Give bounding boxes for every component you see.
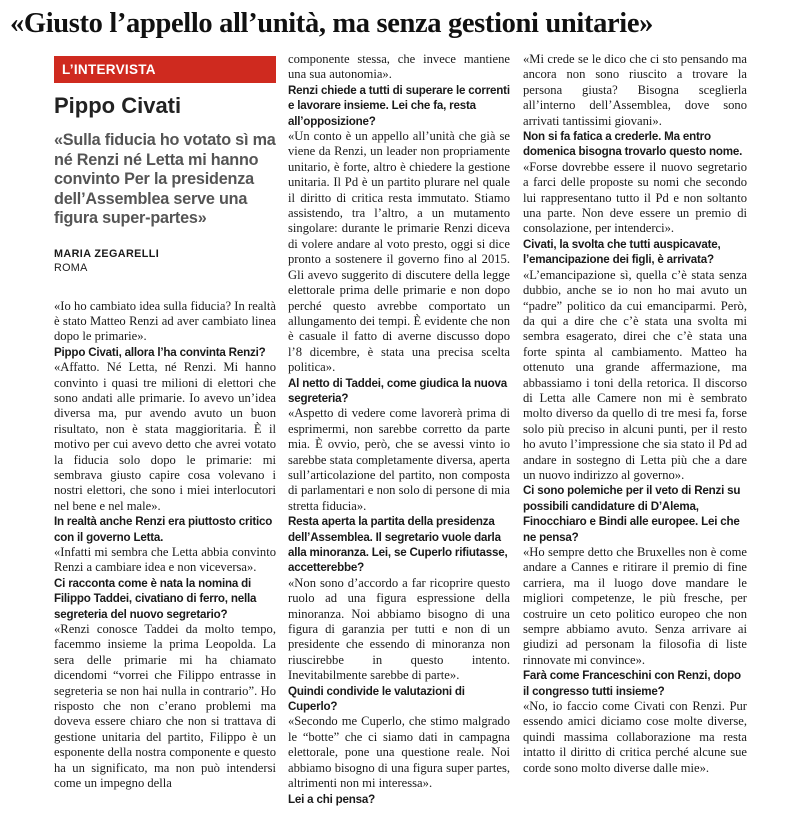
interview-answer: «Mi crede se le dico che ci sto pensando ma ancora non sono riuscito a trovare la persona giusta? Bisogna sceglierla all’interno dell’Assemblea, dove sono arrivati tantissimi giovani». bbox=[523, 52, 747, 128]
interview-answer: «Non sono d’accordo a far ricoprire questo ruolo ad una figura espressione della minoranza. Noi abbiamo bisogno di una figura di garanzia per tutti e non di un presidente che essendo di minoranza non riuscirebbe in questo intento. Inevitabilmente sarebbe di parte». bbox=[288, 575, 510, 683]
interview-question: In realtà anche Renzi era piuttosto critico con il governo Letta. bbox=[54, 515, 273, 544]
interview-question: Al netto di Taddei, come giudica la nuova segreteria? bbox=[288, 376, 507, 405]
section-kicker: L’INTERVISTA bbox=[54, 56, 276, 83]
column-1-body bbox=[54, 299, 276, 792]
interview-answer: «Aspetto di vedere come lavorerà prima di esprimermi, non sarebbe corretto da parte mia. È ovvio, però, che se avessi vinto io sarebbe stata completamente diversa, aperta sull’articolazione del partito, non composta di parlamentari e non solo di persone di mia stretta fiducia». bbox=[288, 406, 510, 513]
interview-answer: «Infatti mi sembra che Letta abbia convinto Renzi a cambiare idea e non viceversa». bbox=[54, 545, 276, 575]
column-3-body bbox=[523, 52, 747, 776]
interview-question: Renzi chiede a tutti di superare le correnti e lavorare insieme. Lei che fa, resta all’opposizione? bbox=[288, 83, 510, 128]
interview-answer: «L’emancipazione sì, quella c’è stata senza dubbio, anche se io non ho mai avuto un “padre” politico da cui emanciparmi. Però, da qui a dire che c’è stata una svolta mi sembra esagerato, direi che c’è stata una forte spinta al cambiamento. Matteo ha ottenuto una grande affermazione, ma abbassiamo i toni della retorica. Il discorso di Letta alle Camere non mi è sembrato molto diverso da quello di tre mesi fa, forse solo più preciso in alcuni punti, per il resto ho avuto l’impressione che sia stato il Pd ad andare in sostegno di Letta più che a dare un nuovo indirizzo al governo». bbox=[523, 267, 747, 482]
interview-answer: «Affatto. Né Letta, né Renzi. Mi hanno convinto i quasi tre milioni di elettori che sono andati alle primarie. Io avevo un’idea diversa ma, pur avendo avuto un buon risultato, non è stata maggioritaria. È il motivo per cui avevo detto che avrei votato la fiducia solo dopo le primarie: mi sembrava giusto capire cosa volevano i nostri elettori, che sono i miei interlocutori nel bene e nel male». bbox=[54, 360, 276, 513]
interview-question: Quindi condivide le valutazioni di Cuperlo? bbox=[288, 684, 465, 714]
column-2 bbox=[288, 52, 510, 807]
interview-question: Civati, la svolta che tutti auspicavate, l’emancipazione dei figli, è arrivata? bbox=[523, 237, 721, 267]
column-1 bbox=[54, 52, 276, 792]
interview-answer: «Io ho cambiato idea sulla fiducia? In realtà è stato Matteo Renzi ad aver cambiato linea dopo le primarie». bbox=[54, 298, 276, 344]
interview-question: Ci sono polemiche per il veto di Renzi su possibili candidature di D’Alema, Finocchiaro e Bindi alle europee. Lei che ne pensa? bbox=[523, 484, 741, 544]
dateline-place: ROMA bbox=[54, 261, 88, 274]
interview-answer: «Ho sempre detto che Bruxelles non è come andare a Cannes e ritirare il premio di fine carriera, ma il luogo dove mandare le migliori competenze, le più fresche, per costruire un ceto politico europeo che non sempre abbiamo avuto. Senza arrivare ai giudizi ad personam la filosofia di liste rinnovate mi convince». bbox=[523, 545, 747, 667]
interview-answer: «Forse dovrebbe essere il nuovo segretario a farci delle proposte su nomi che secondo lui rappresentano tutto il Pd e non soltanto una parte. Non deve essere un premio di consolazione, per intenderci». bbox=[523, 159, 747, 236]
interviewee-name: Pippo Civati bbox=[54, 93, 182, 118]
interview-answer: «No, io faccio come Civati con Renzi. Pur essendo amici diciamo cose molte diverse, quindi massima collaborazione ma resta intatto il diritto di critica perché alcune sue corde sono molto diverse dalle mie». bbox=[523, 699, 747, 775]
interview-question: Resta aperta la partita della presidenza dell’Assemblea. Il segretario vuole darla alla minoranza. Lei, se Cuperlo rifiutasse, accetterebbe? bbox=[288, 515, 508, 575]
interview-answer: componente stessa, che invece mantiene una sua autonomia». bbox=[288, 52, 510, 82]
author-name: MARIA ZEGARELLI bbox=[54, 247, 160, 260]
column-3 bbox=[523, 52, 747, 776]
pull-quote: «Sulla fiducia ho votato sì ma né Renzi né Letta mi hanno convinto Per la presidenza dell’Assemblea serve una figura super-partes» bbox=[54, 131, 276, 227]
interview-question: Lei a chi pensa? bbox=[288, 792, 376, 806]
interview-question: Pippo Civati, allora l’ha convinta Renzi? bbox=[54, 345, 266, 359]
interview-question: Farà come Franceschini con Renzi, dopo il congresso tutti insieme? bbox=[523, 669, 741, 698]
interview-answer: «Un conto è un appello all’unità che già se viene da Renzi, un leader non propriamente unitario, è forte, altro è chiedere la gestione unitaria. Il Pd è un partito plurare nel quale il diritto di critica resta immutato. Stiamo assistendo, tra l’altro, a un mutamento singolare: durante le primarie Renzi diceva di volere andare al voto presto, oggi si dice pronto a sostenere il governo fino al 2015. Gli avevo suggerito di discutere della legge elettorale prima delle primarie e non dopo perché questo avrebbe comportato un allungamento dei tempi. È evidente che non è casuale il fatto di averne discusso dopo l’8 dicembre, è stata una precisa scelta politica». bbox=[288, 129, 510, 375]
interview-question: Non si fa fatica a crederle. Ma entro domenica bisogna trovarlo questo nome. bbox=[523, 130, 743, 159]
interview-answer: «Secondo me Cuperlo, che stimo malgrado le “botte” che ci siamo dati in campagna elettorale, pone una questione reale. Noi abbiamo bisogno di una figura super partes, altrimenti non mi interessa». bbox=[288, 714, 510, 791]
column-2-body bbox=[288, 52, 510, 807]
headline: «Giusto l’appello all’unità, ma senza gestioni unitarie» bbox=[10, 8, 654, 39]
byline bbox=[54, 247, 276, 275]
interview-question: Ci racconta come è nata la nomina di Filippo Taddei, civatiano di ferro, nella segreteria del nuovo segretario? bbox=[54, 576, 257, 621]
interview-answer: «Renzi conosce Taddei da molto tempo, facemmo insieme la prima Leopolda. La sera delle primarie mi ha chiamato dicendomi “vorrei che Filippo entrasse in segreteria se non hai nulla in contrario”. Ho risposto che non c’erano problemi ma doveva essere chiaro che non si trattava di gestione unitaria del partito, Filippo è un esponente della nostra componente e questo ha un significato, ma non può intendersi come un impegno della bbox=[54, 622, 276, 791]
